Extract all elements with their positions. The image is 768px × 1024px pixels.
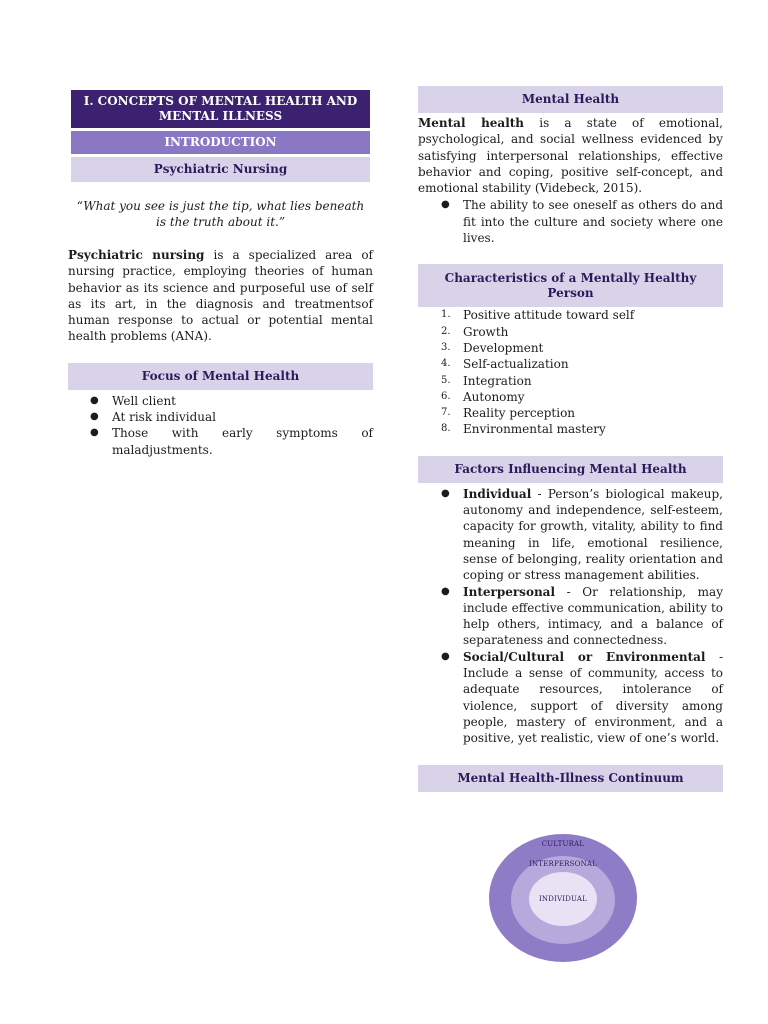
factor-text: - Include a sense of community, access to adequate resources, intolerance of violence, support of diversity among people, mastery of environment, and a positive, yet realistic, view of one’s world. — [463, 649, 724, 746]
list-item: 1. Positive attitude toward self — [441, 308, 635, 323]
mental-health-definition — [418, 115, 723, 196]
focus-list — [90, 393, 373, 458]
focus-heading: Focus of Mental Health — [68, 363, 373, 390]
chapter-title-banner: I. CONCEPTS OF MENTAL HEALTH AND MENTAL ILLNESS — [71, 90, 370, 128]
characteristic-text: Environmental mastery — [463, 422, 606, 437]
list-item — [441, 486, 723, 584]
focus-item-text: At risk individual — [112, 410, 217, 425]
characteristic-text: Positive attitude toward self — [463, 308, 635, 323]
bullet-icon: ● — [90, 427, 99, 439]
opening-quote: “What you see is just the tip, what lies beneath is the truth about it.” — [76, 199, 365, 229]
list-item — [441, 584, 723, 649]
definition-text: is a specialized area of nursing practice, employing theories of human behavior as its science and purposeful use of self as its art, in the diagnosis and treatmentsof human response to actual or potential mental health problems (ANA). — [68, 248, 373, 344]
list-item — [441, 197, 723, 246]
list-item — [90, 409, 373, 425]
mental-health-heading: Mental Health — [418, 86, 723, 113]
psychiatric-nursing-heading: Psychiatric Nursing — [71, 157, 370, 182]
factor-text: - Or relationship, may include effective communication, ability to help others, intimacy, and a balance of separateness and connectedness. — [463, 584, 723, 648]
characteristic-text: Development — [463, 340, 544, 355]
individual-label: INDIVIDUAL — [538, 895, 588, 903]
factors-list — [441, 486, 724, 747]
bullet-icon: ● — [441, 199, 450, 211]
factors-heading: Factors Influencing Mental Health — [418, 456, 723, 483]
continuum-heading: Mental Health-Illness Continuum — [418, 765, 723, 792]
characteristic-text: Integration — [463, 373, 532, 388]
characteristics-list — [441, 307, 723, 437]
characteristic-text: Self-actualization — [463, 357, 569, 372]
characteristics-heading: Characteristics of a Mentally Healthy Person — [418, 264, 723, 307]
mental-health-text: is a state of emotional, psychological, and social wellness evidenced by satisfying interpersonal relationships, effective behavior and coping, positive self-concept, and emotional stability (Videbeck, 2015). — [418, 116, 723, 196]
focus-item-text: Well client — [112, 393, 176, 408]
cultural-label: CULTURAL — [541, 840, 585, 848]
list-item: 7. Reality perception — [441, 406, 576, 421]
definition-term: Psychiatric nursing — [68, 248, 205, 262]
list-item — [90, 425, 373, 458]
mental-health-bullets — [441, 197, 723, 246]
factor-term: Individual — [463, 486, 532, 501]
list-item — [441, 649, 724, 747]
mental-health-circles-diagram — [489, 834, 637, 962]
list-item: 4. Self-actualization — [441, 357, 569, 372]
characteristic-text: Reality perception — [463, 406, 576, 421]
list-item: 3. Development — [441, 340, 544, 355]
bullet-icon: ● — [441, 585, 450, 597]
characteristic-text: Autonomy — [463, 389, 525, 404]
list-item: 2. Growth — [441, 324, 509, 339]
list-item: 8. Environmental mastery — [441, 422, 606, 437]
focus-item-text: Those with early symptoms of maladjustments. — [112, 426, 373, 457]
factor-term: Social/Cultural or Environmental — [463, 649, 706, 664]
right-column — [418, 86, 723, 792]
bullet-icon: ● — [441, 487, 450, 499]
list-item: 5. Integration — [441, 373, 532, 388]
list-item — [90, 393, 373, 409]
introduction-banner: INTRODUCTION — [71, 131, 370, 154]
interpersonal-label: INTERPERSONAL — [529, 860, 597, 868]
mental-health-bullet-text: The ability to see oneself as others do and fit into the culture and society where one lives. — [463, 198, 723, 246]
left-column — [68, 90, 373, 458]
bullet-icon: ● — [90, 411, 99, 423]
bullet-icon: ● — [90, 394, 99, 406]
mental-health-term: Mental health — [418, 116, 525, 130]
psychiatric-nursing-definition — [68, 247, 373, 345]
characteristic-text: Growth — [463, 324, 509, 339]
factor-term: Interpersonal — [463, 584, 556, 599]
bullet-icon: ● — [441, 650, 450, 662]
factor-text: - Person’s biological makeup, autonomy and independence, self-esteem, capacity for growth, vitality, ability to find meaning in life, emotional resilience, sense of belonging, reality orientation and coping or stress management abilities. — [463, 486, 723, 583]
list-item: 6. Autonomy — [441, 389, 525, 404]
